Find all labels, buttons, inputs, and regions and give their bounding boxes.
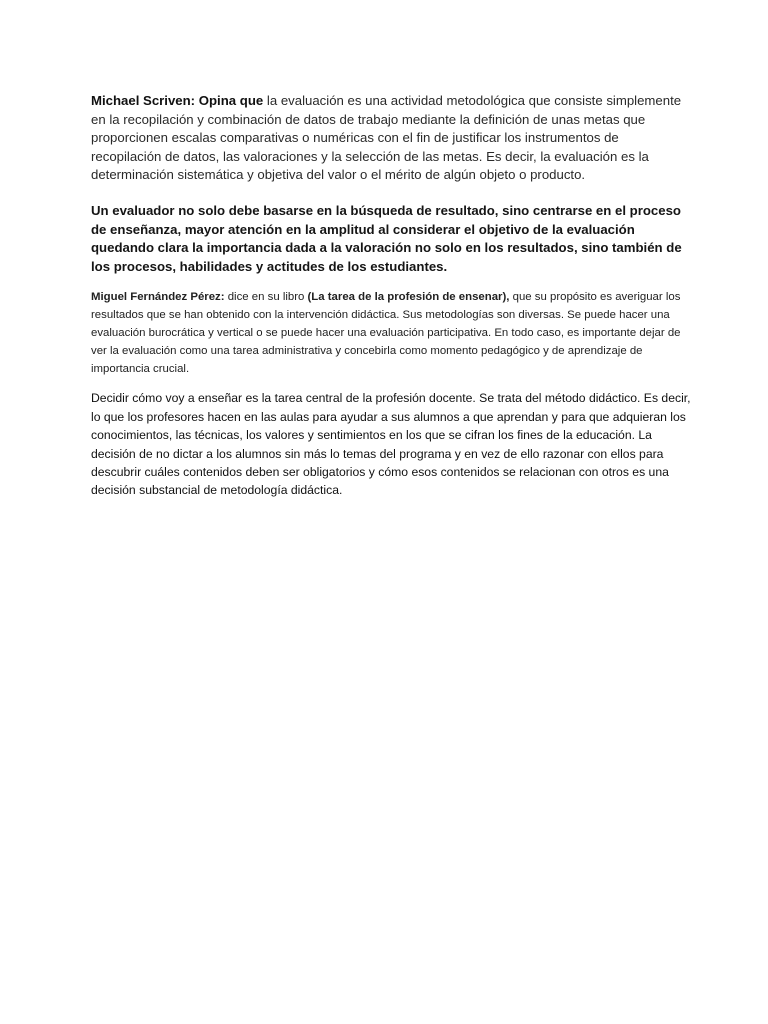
scriven-lead: Michael Scriven: Opina que: [91, 93, 267, 108]
paragraph-fernandez: [91, 288, 691, 378]
fernandez-book-title: (La tarea de la profesión de ensenar),: [307, 291, 510, 304]
fernandez-text: que su propósito es averiguar los resultados que se han obtenido con la intervención didáctica. Sus metodologías son diversas. Se puede hacer una evaluación burocrática y vertical o se puede hacer una evaluación participativa. En todo caso, es importante dejar de ver la evaluación como una tarea administrativa y concebirla como momento pedagógico y de aprendizaje de importancia crucial.: [91, 291, 681, 376]
fernandez-mid: dice en su libro: [224, 291, 308, 304]
fernandez-author: Miguel Fernández Pérez:: [91, 291, 225, 304]
scriven-text: la evaluación es una actividad metodológica que consiste simplemente en la recopilación y combinación de datos de trabajo mediante la definición de unas metas que proporcionen escalas comparativas o numéricas con el fin de justificar los instrumentos de recopilación de datos, las valoraciones y la selección de las metas. Es decir, la evaluación es la determinación sistemática y objetiva del valor o el mérito de algún objeto o producto.: [91, 93, 682, 183]
document-page: [91, 92, 691, 500]
paragraph-metodo-didactico: Decidir cómo voy a enseñar es la tarea central de la profesión docente. Se trata del método didáctico. Es decir, lo que los profesores hacen en las aulas para ayudar a sus alumnos a que aprendan y para que adquieran los conocimientos, las técnicas, los valores y sentimientos en los que se cifran los fines de la educación. La decisión de no dictar a los alumnos sin más lo temas del programa y en vez de ello razonar con ellos para descubrir cuáles contenidos deben ser obligatorios y cómo esos contenidos se relacionan con otros es una decisión substancial de metodología didáctica.: [91, 391, 691, 498]
paragraph-scriven: [91, 92, 691, 185]
paragraph-evaluador: Un evaluador no solo debe basarse en la búsqueda de resultado, sino centrarse en el proceso de enseñanza, mayor atención en la amplitud al considerar el objetivo de la evaluación quedando clara la importancia dada a la valoración no solo en los resultados, sino también de los procesos, habilidades y actitudes de los estudiantes.: [91, 202, 682, 274]
